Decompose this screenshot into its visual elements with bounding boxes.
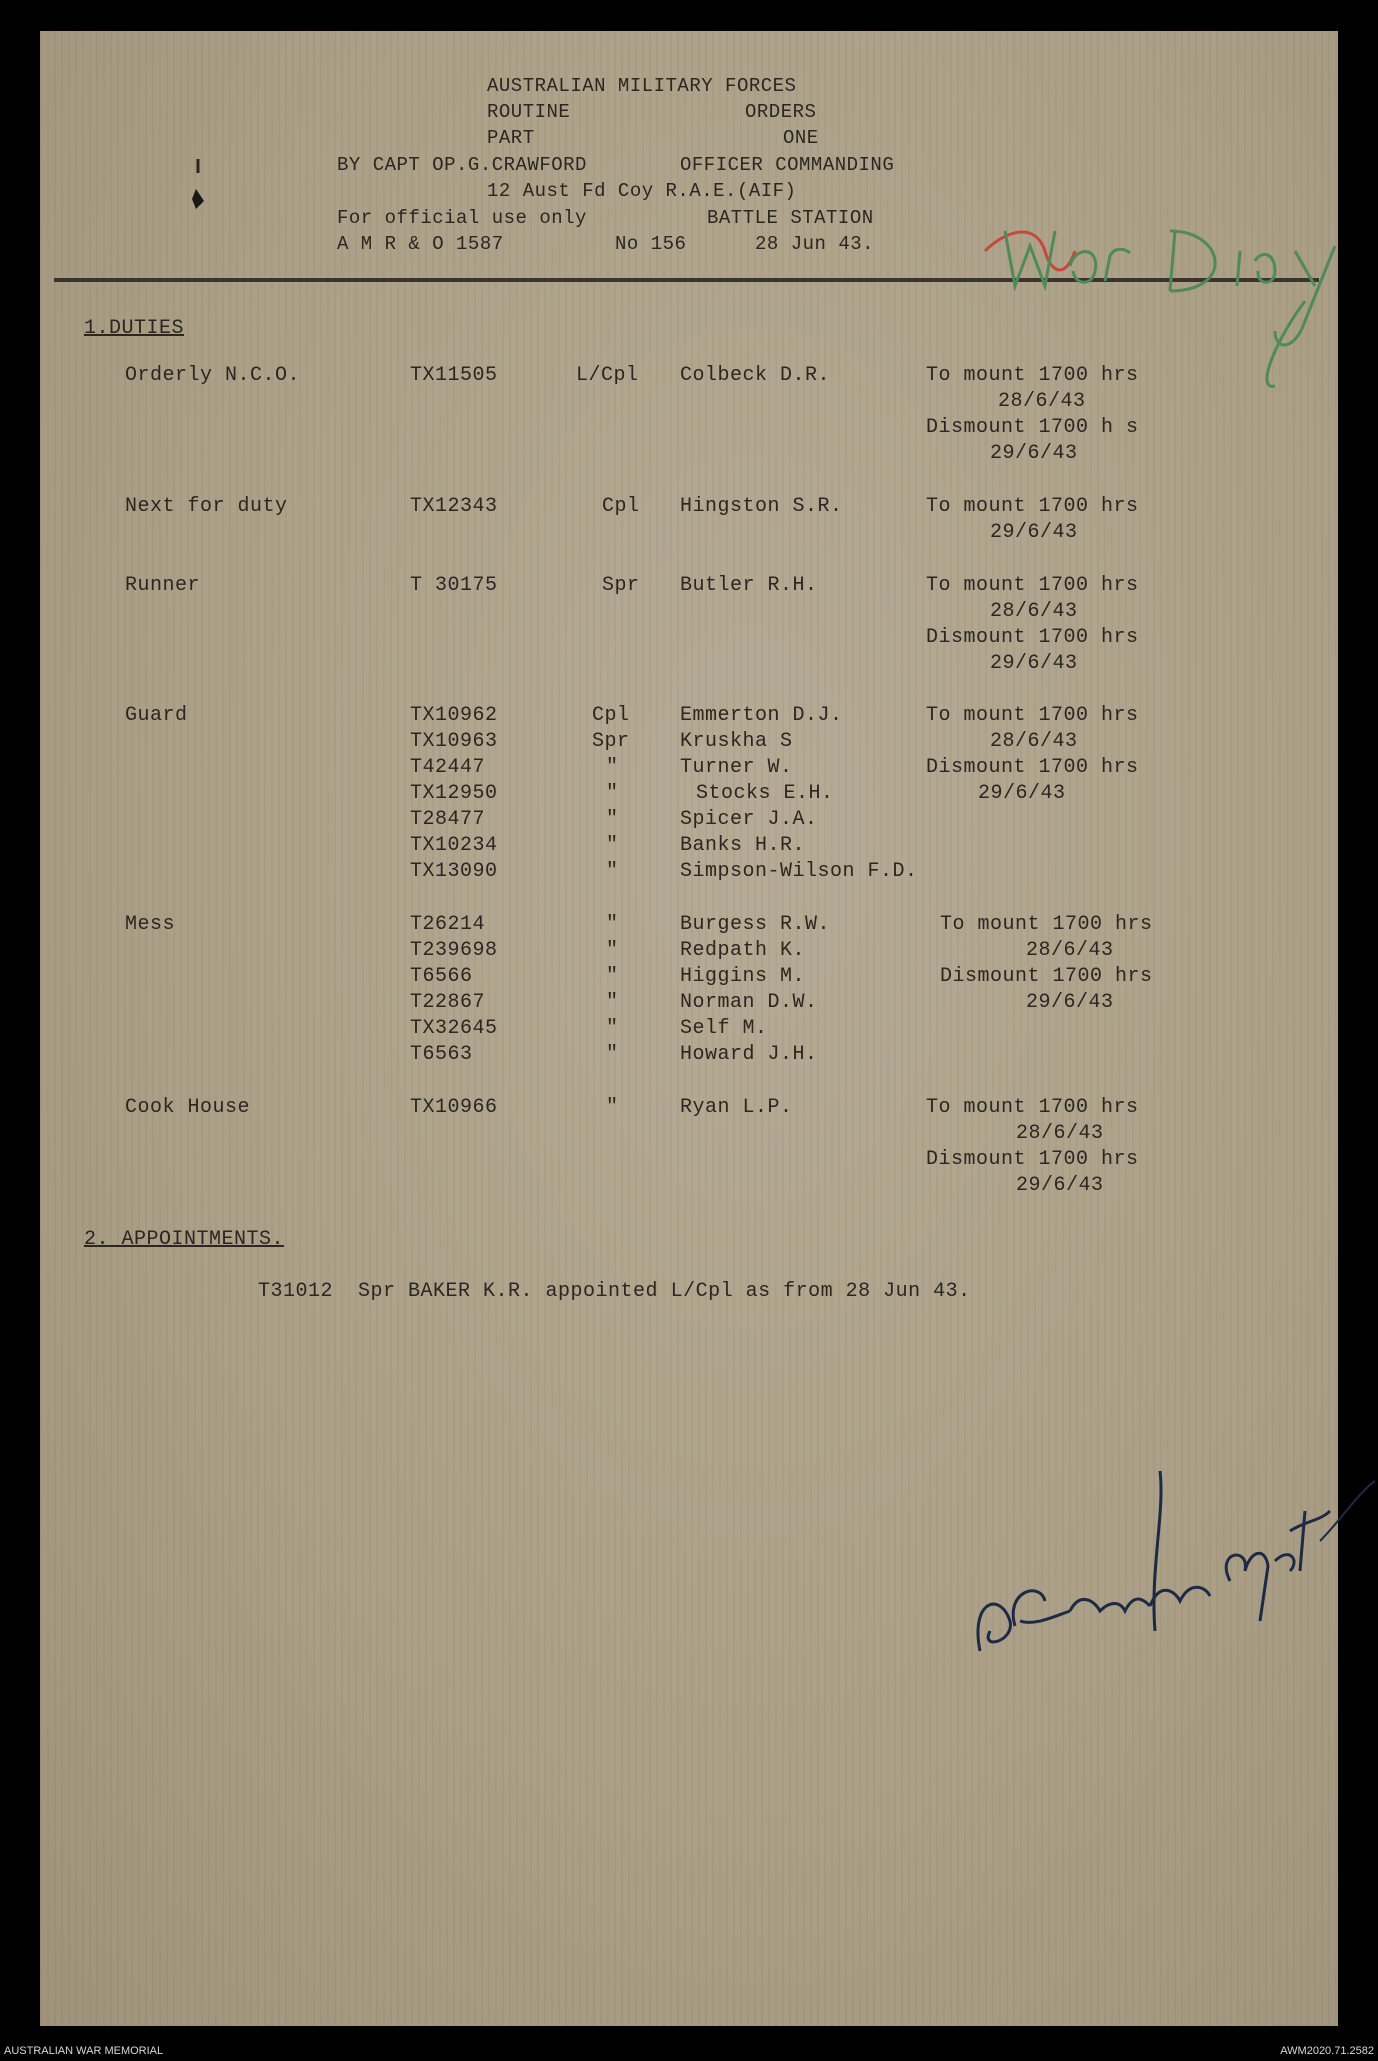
soldier-name: Self M. [680,1017,768,1040]
punch-mark [188,159,228,219]
service-number: T6566 [410,965,473,988]
soldier-name: Ryan L.P. [680,1096,793,1119]
role-label: Orderly N.C.O. [125,364,301,387]
soldier-name: Higgins M. [680,965,806,988]
time-line: 28/6/43 [990,600,1078,623]
role-label: Guard [125,704,188,727]
duties-heading: 1.DUTIES [84,317,185,340]
time-line: 29/6/43 [1026,991,1114,1014]
rank: " [606,834,619,857]
time-line: Dismount 1700 hrs [926,1148,1139,1171]
time-line: 28/6/43 [998,390,1086,413]
header-number: No 156 [615,233,687,255]
rank: " [606,913,619,936]
rank: " [606,1017,619,1040]
rank: " [606,939,619,962]
time-line: Dismount 1700 hrs [940,965,1153,988]
time-line: Dismount 1700 hrs [926,756,1139,779]
header-by-capt: BY CAPT OP.G.CRAWFORD [337,154,587,176]
soldier-name: Hingston S.R. [680,495,843,518]
footer-right: AWM2020.71.2582 [1280,2045,1374,2057]
service-number: T239698 [410,939,498,962]
document-page [40,31,1338,2026]
time-line: 28/6/43 [1016,1122,1104,1145]
time-line: 29/6/43 [990,652,1078,675]
time-line: To mount 1700 hrs [926,364,1139,387]
service-number: T26214 [410,913,486,936]
soldier-name: Colbeck D.R. [680,364,831,387]
signature [960,1451,1378,1691]
soldier-name: Kruskha S [680,730,793,753]
time-line: 28/6/43 [1026,939,1114,962]
war-diary-annotation [975,191,1375,391]
rank: " [606,1096,619,1119]
time-line: 29/6/43 [990,521,1078,544]
time-line: Dismount 1700 h s [926,416,1139,439]
header-orders: ORDERS [745,101,817,123]
header-part: PART [487,127,535,149]
header-official-use: For official use only [337,207,587,229]
rank: " [606,991,619,1014]
rank: Spr [602,574,640,597]
service-number: TX10963 [410,730,498,753]
service-number: T22867 [410,991,486,1014]
time-line: To mount 1700 hrs [926,495,1139,518]
soldier-name: Howard J.H. [680,1043,818,1066]
header-amr: A M R & O 1587 [337,233,504,255]
time-line: 28/6/43 [990,730,1078,753]
service-number: TX10962 [410,704,498,727]
appointment-entry: T31012 Spr BAKER K.R. appointed L/Cpl as from 28 Jun 43. [258,1280,971,1303]
time-line: To mount 1700 hrs [926,574,1139,597]
rank: Spr [592,730,630,753]
soldier-name: Spicer J.A. [680,808,818,831]
header-title: AUSTRALIAN MILITARY FORCES [487,75,797,97]
soldier-name: Simpson-Wilson F.D. [680,860,918,883]
role-label: Runner [125,574,201,597]
rank: " [606,782,619,805]
rank: " [606,860,619,883]
header-one: ONE [783,127,819,149]
soldier-name: Norman D.W. [680,991,818,1014]
rank: Cpl [602,495,640,518]
time-line: To mount 1700 hrs [926,1096,1139,1119]
soldier-name: Emmerton D.J. [680,704,843,727]
soldier-name: Stocks E.H. [696,782,834,805]
rank: L/Cpl [576,364,639,387]
service-number: T 30175 [410,574,498,597]
service-number: TX11505 [410,364,498,387]
service-number: T6563 [410,1043,473,1066]
rank: " [606,808,619,831]
time-line: 29/6/43 [1016,1174,1104,1197]
rank: " [606,1043,619,1066]
header-station: BATTLE STATION [707,207,874,229]
footer-left: AUSTRALIAN WAR MEMORIAL [4,2045,164,2057]
header-officer: OFFICER COMMANDING [680,154,895,176]
header-unit: 12 Aust Fd Coy R.A.E.(AIF) [487,180,797,202]
rank: " [606,756,619,779]
soldier-name: Butler R.H. [680,574,818,597]
service-number: TX10966 [410,1096,498,1119]
time-line: 29/6/43 [978,782,1066,805]
service-number: TX12343 [410,495,498,518]
time-line: To mount 1700 hrs [940,913,1153,936]
soldier-name: Banks H.R. [680,834,806,857]
service-number: TX32645 [410,1017,498,1040]
time-line: To mount 1700 hrs [926,704,1139,727]
soldier-name: Burgess R.W. [680,913,831,936]
service-number: T28477 [410,808,486,831]
time-line: 29/6/43 [990,442,1078,465]
time-line: Dismount 1700 hrs [926,626,1139,649]
service-number: TX13090 [410,860,498,883]
soldier-name: Turner W. [680,756,793,779]
soldier-name: Redpath K. [680,939,806,962]
header-date: 28 Jun 43. [755,233,875,255]
rank: " [606,965,619,988]
service-number: TX10234 [410,834,498,857]
role-label: Next for duty [125,495,288,518]
role-label: Cook House [125,1096,251,1119]
role-label: Mess [125,913,176,936]
appointments-heading: 2. APPOINTMENTS. [84,1228,285,1251]
header-routine: ROUTINE [487,101,571,123]
service-number: T42447 [410,756,486,779]
rank: Cpl [592,704,630,727]
service-number: TX12950 [410,782,498,805]
